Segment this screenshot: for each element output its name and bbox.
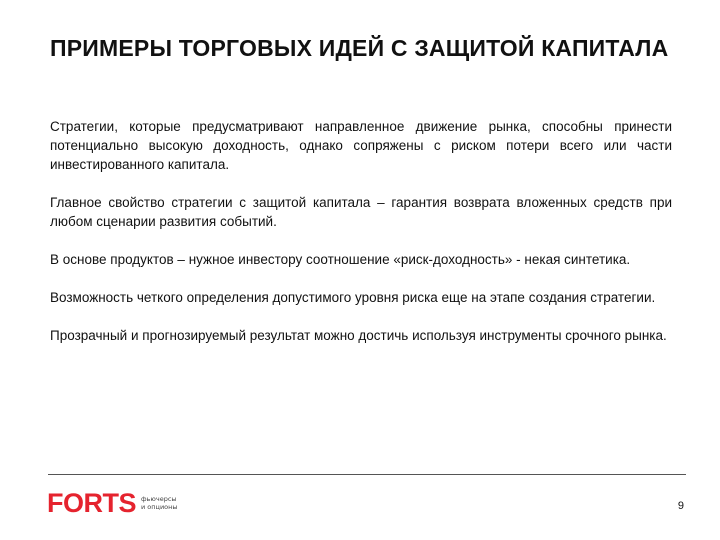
paragraph-products-basis: В основе продуктов – нужное инвестору соотношение «риск-доходность» - некая синтетика.	[50, 252, 631, 267]
slide-title: ПРИМЕРЫ ТОРГОВЫХ ИДЕЙ С ЗАЩИТОЙ КАПИТАЛА	[50, 35, 669, 61]
paragraph-transparent-result: Прозрачный и прогнозируемый результат можно достичь используя инструменты срочного рынка.	[50, 328, 667, 343]
footer-divider	[48, 474, 686, 475]
slide-body	[50, 117, 672, 345]
page-number: 9	[677, 500, 684, 512]
logo-tagline-line1: фьючерсы	[141, 495, 177, 503]
logo-tagline	[141, 495, 178, 511]
logo-tagline-line2: и опционы	[141, 503, 178, 511]
logo-wordmark: FORTS	[47, 488, 136, 518]
paragraph-risk-definition: Возможность четкого определения допустимого уровня риска еще на этапе создания стратегии.	[50, 290, 656, 305]
paragraph-main-property: Главное свойство стратегии с защитой капитала – гарантия возврата вложенных средств при любом сценарии развития событий.	[50, 195, 672, 229]
forts-logo	[47, 489, 178, 517]
paragraph-strategies: Стратегии, которые предусматривают направленное движение рынка, способны принести потенциально высокую доходность, однако сопряжены с риском потери всего или части инвестированного капитала.	[50, 119, 672, 172]
